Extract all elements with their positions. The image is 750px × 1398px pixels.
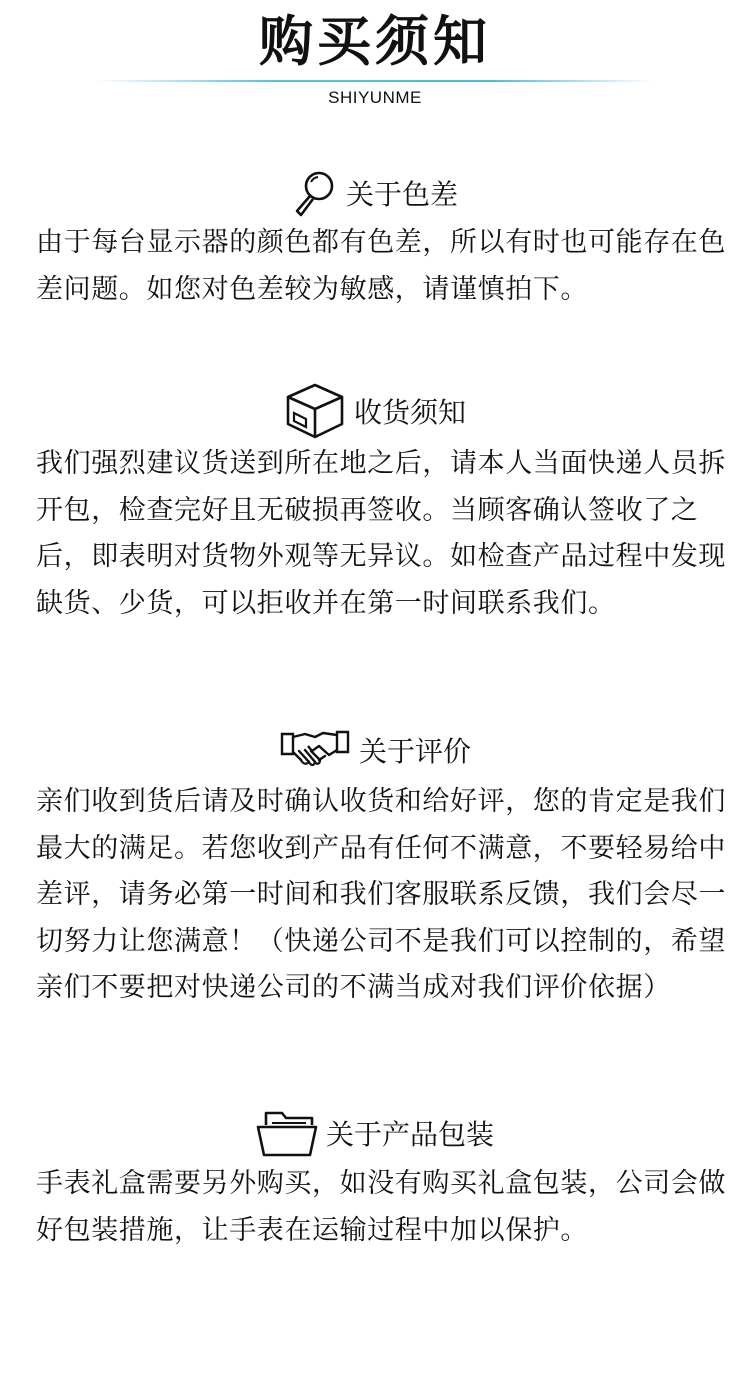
open-folder-icon xyxy=(256,1107,318,1163)
handshake-icon xyxy=(279,724,351,780)
section-body-receiving: 我们强烈建议货送到所在地之后，请本人当面快递人员拆开包，检查完好且无破损再签收。当顾客确认签收了之后，即表明对货物外观等无异议。如检查产品过程中发现缺货、少货，可以拒收并在第一时间联系我们。 xyxy=(36,448,726,619)
section-header-color-difference xyxy=(0,166,750,224)
section-title: 关于色差 xyxy=(345,178,458,211)
section-header-receiving xyxy=(0,384,750,442)
section-header-packaging xyxy=(0,1106,750,1164)
section-body-reviews: 亲们收到货后请及时确认收货和给好评，您的肯定是我们最大的满足。若您收到产品有任何不满意，不要轻易给中差评，请务必第一时间和我们客服联系反馈，我们会尽一切努力让您满意！（快递公司不是我们可以控制的，希望亲们不要把对快递公司的不满当成对我们评价依据） xyxy=(36,786,726,1003)
section-body-packaging: 手表礼盒需要另外购买，如没有购买礼盒包装，公司会做好包装措施，让手表在运输过程中加以保护。 xyxy=(36,1168,726,1246)
section-header-reviews xyxy=(0,723,750,781)
section-body-color-difference: 由于每台显示器的颜色都有色差，所以有时也可能存在色差问题。如您对色差较为敏感，请谨慎拍下。 xyxy=(36,227,726,305)
magnifier-icon xyxy=(292,169,338,221)
brand-subtitle: SHIYUNME xyxy=(328,88,422,107)
package-box-icon xyxy=(284,382,346,444)
section-title: 收货须知 xyxy=(353,396,466,429)
page-title: 购买须知 xyxy=(259,9,491,73)
section-title: 关于评价 xyxy=(358,735,471,768)
section-title: 关于产品包装 xyxy=(325,1118,494,1151)
title-divider xyxy=(95,80,655,82)
